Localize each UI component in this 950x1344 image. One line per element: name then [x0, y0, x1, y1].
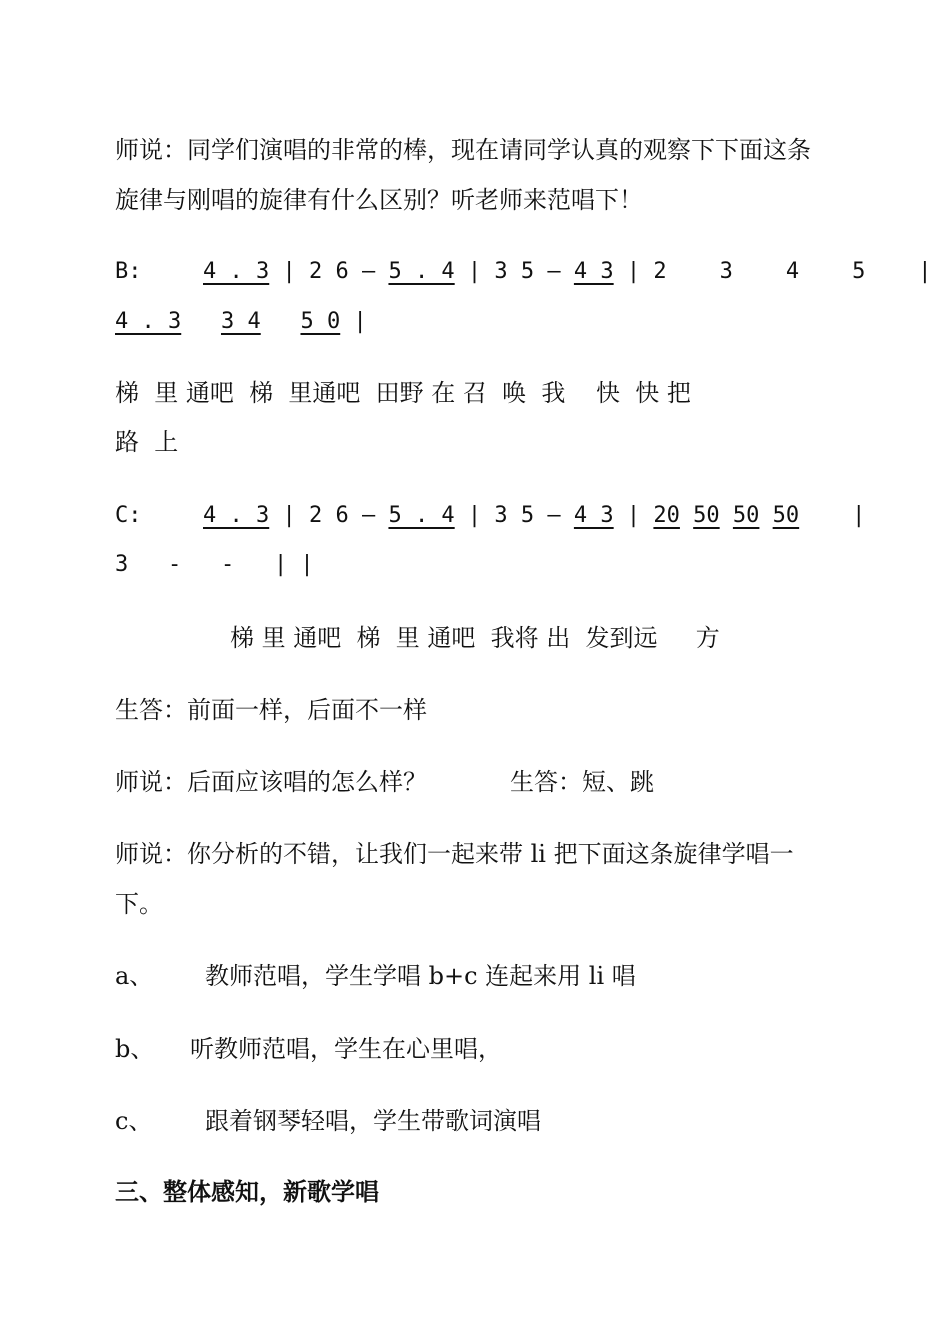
- step-text: 跟着钢琴轻唱，学生带歌词演唱: [205, 1107, 541, 1135]
- section-heading: 三、整体感知，新歌学唱: [115, 1177, 379, 1206]
- note-text: [680, 503, 693, 528]
- note-text: | 3 5 –: [454, 259, 574, 284]
- melody-c-notation-row: 3 - - | |: [115, 552, 314, 577]
- note-text: | 2 6 –: [269, 259, 389, 284]
- underlined-note-group: 20: [653, 503, 680, 528]
- note-text: |: [799, 503, 866, 528]
- underlined-note-group: 4 . 3: [203, 259, 270, 284]
- step-text: 教师范唱，学生学唱 b+c 连起来用 li 唱: [205, 962, 636, 990]
- teacher-instruction: 下。: [115, 890, 163, 918]
- underlined-note-group: 50: [732, 503, 760, 528]
- note-text: [261, 309, 301, 334]
- note-text: | 2 3 4 5 |: [613, 259, 932, 284]
- note-text: | 2 6 –: [269, 503, 389, 528]
- note-text: [759, 503, 772, 528]
- note-text: |: [613, 503, 654, 528]
- melody-b-notation-row: [203, 256, 932, 288]
- underlined-note-group: 4 3: [573, 259, 614, 284]
- note-text: [181, 309, 221, 334]
- melody-b-label: B:: [115, 259, 142, 284]
- step-marker: a、: [115, 962, 154, 990]
- step-marker: c、: [115, 1107, 153, 1135]
- underlined-note-group: 50: [772, 503, 800, 528]
- melody-c-lyrics: 梯 里 通吧 梯 里 通吧 我将 出 发到远 方: [230, 624, 720, 652]
- teacher-question: 师说：后面应该唱的怎么样？: [115, 768, 427, 796]
- melody-c-notation-row: [203, 500, 865, 532]
- melody-b-lyrics: 梯 里 通吧 梯 里通吧 田野 在 召 唤 我 快 快 把: [115, 379, 691, 407]
- step-text: 听教师范唱，学生在心里唱，: [190, 1035, 502, 1063]
- melody-b-notation-row: [115, 306, 367, 338]
- melody-b-lyrics: 路 上: [115, 428, 179, 456]
- paragraph-line: 旋律与刚唱的旋律有什么区别？听老师来范唱下！: [115, 186, 643, 214]
- student-answer: 生答：短、跳: [510, 768, 654, 796]
- underlined-note-group: 5 . 4: [388, 259, 455, 284]
- paragraph-line: 师说：同学们演唱的非常的棒，现在请同学认真的观察下下面这条: [115, 136, 811, 164]
- underlined-note-group: 50: [693, 503, 720, 528]
- note-text: [720, 503, 733, 528]
- underlined-note-group: 3 4: [220, 309, 261, 334]
- note-text: | 3 5 –: [454, 503, 574, 528]
- underlined-note-group: 5 . 4: [388, 503, 455, 528]
- step-marker: b、: [115, 1035, 155, 1063]
- underlined-note-group: 5 0: [300, 309, 341, 334]
- underlined-note-group: 4 3: [573, 503, 614, 528]
- melody-c-label: C:: [115, 503, 142, 528]
- student-answer: 生答：前面一样，后面不一样: [115, 696, 427, 724]
- note-text: |: [340, 309, 367, 334]
- teacher-instruction: 师说：你分析的不错，让我们一起来带 li 把下面这条旋律学唱一: [115, 840, 794, 868]
- underlined-note-group: 4 . 3: [115, 309, 182, 334]
- underlined-note-group: 4 . 3: [203, 503, 270, 528]
